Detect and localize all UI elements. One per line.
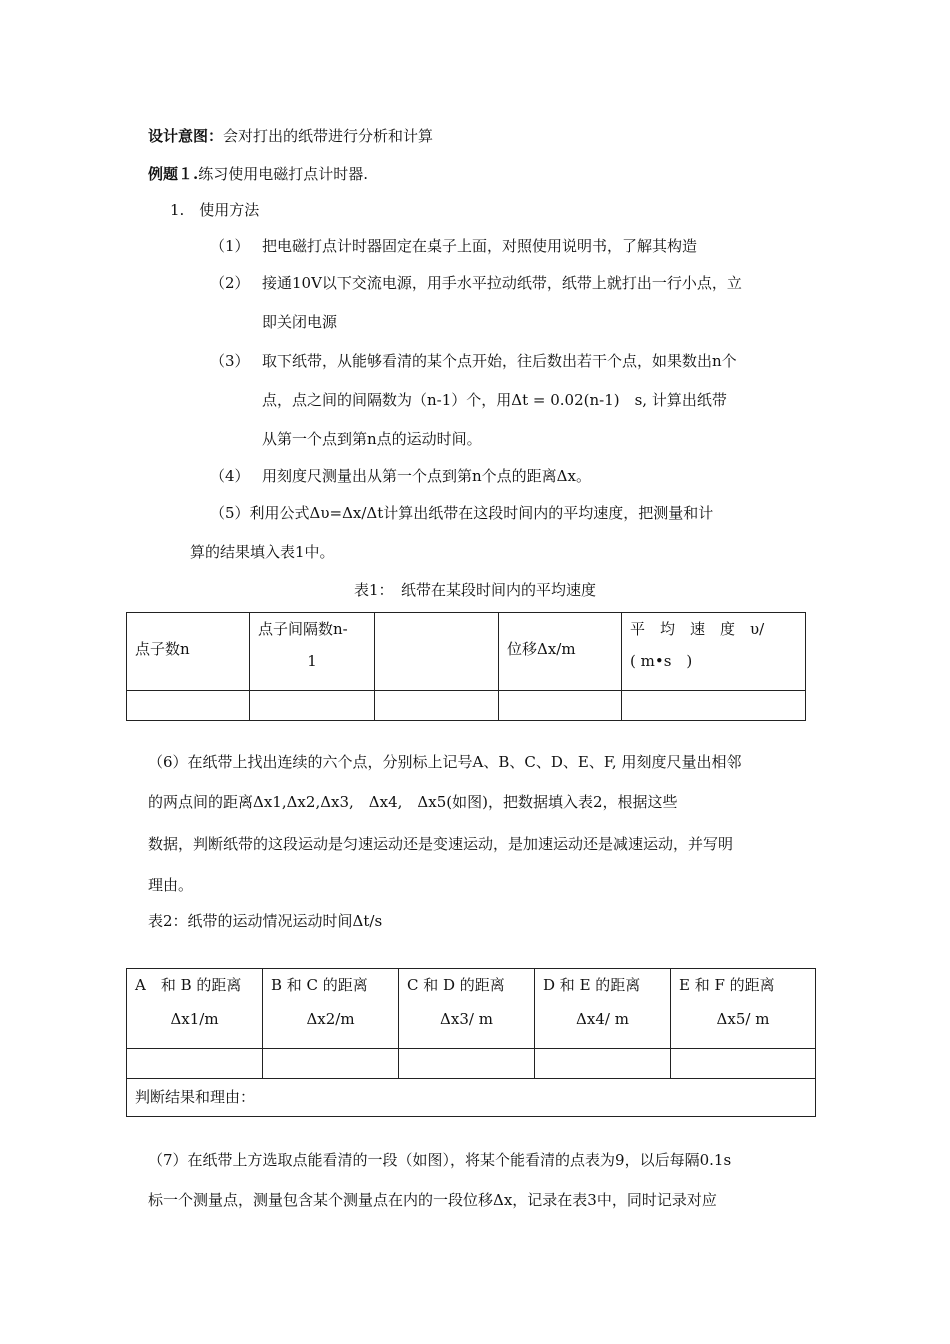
step-5-line-2: 算的结果填入表1中。: [190, 543, 335, 561]
para-6-line-2: 的两点间的距离Δx1,Δx2,Δx3, Δx4, Δx5(如图)，把数据填入表2，根据这些: [148, 793, 678, 811]
table-2-cell[interactable]: [399, 1049, 535, 1079]
example-text: 练习使用电磁打点计时器.: [198, 165, 369, 183]
table-1-caption: 表1： 纸带在某段时间内的平均速度: [353, 581, 597, 599]
step-3-number: （3）: [210, 352, 250, 370]
table-2-judgement-cell[interactable]: [127, 1079, 816, 1117]
table-2-cell[interactable]: [127, 1049, 263, 1079]
step-5-line-1: （5）利用公式Δυ=Δx/Δt计算出纸带在这段时间内的平均速度，把测量和计: [210, 504, 714, 522]
table-2-header-bc: B 和 C 的距离 Δx2/m: [263, 969, 399, 1049]
table-1-header-displacement: 位移Δx/m: [499, 613, 622, 691]
table-2-caption: 表2：纸带的运动情况运动时间Δt/s: [148, 912, 383, 930]
para-7-line-2: 标一个测量点，测量包含某个测量点在内的一段位移Δx，记录在表3中，同时记录对应: [148, 1191, 717, 1209]
table-1-cell[interactable]: [127, 691, 250, 721]
table-2-header-row: [127, 969, 816, 1049]
design-intent: [148, 126, 433, 146]
table-1-header-row: [127, 613, 806, 691]
table-2-header-ef: E 和 F 的距离 Δx5/ m: [671, 969, 816, 1049]
table-2-judgement-row: [127, 1079, 816, 1117]
table-1-data-row: [127, 691, 806, 721]
table-1-header-intervals: 点子间隔数n- 1: [250, 613, 375, 691]
table-1-cell[interactable]: [622, 691, 806, 721]
table-1-cell[interactable]: [250, 691, 375, 721]
step-4-number: （4）: [210, 467, 250, 485]
para-6-line-4: 理由。: [148, 876, 194, 894]
table-1-cell[interactable]: [499, 691, 622, 721]
table-1-header-blank: [375, 613, 499, 691]
example-heading: [148, 164, 368, 184]
table-2-data-row: [127, 1049, 816, 1079]
step-3-line-3: 从第一个点到第n点的运动时间。: [262, 430, 482, 448]
step-3-line-1: 取下纸带，从能够看清的某个点开始，往后数出若干个点，如果数出n个: [262, 352, 737, 370]
section-usage-method: 1. 使用方法: [170, 201, 260, 219]
step-2-line-1: 接通10V以下交流电源，用手水平拉动纸带，纸带上就打出一行小点，立: [262, 274, 742, 292]
step-1-number: （1）: [210, 237, 250, 255]
table-1-header-dots: 点子数n: [127, 613, 250, 691]
table-2-header-ab: A 和 B 的距离 Δx1/m: [127, 969, 263, 1049]
table-1-header-velocity: 平 均 速 度 υ/ ( m•s ): [622, 613, 806, 691]
step-1-text: 把电磁打点计时器固定在桌子上面，对照使用说明书，了解其构造: [262, 237, 698, 255]
table-2-cell[interactable]: [263, 1049, 399, 1079]
para-6-line-1: （6）在纸带上找出连续的六个点，分别标上记号A、B、C、D、E、F, 用刻度尺量出相邻: [148, 753, 742, 771]
design-intent-label: 设计意图：: [148, 127, 224, 145]
table-2-header-cd: C 和 D 的距离 Δx3/ m: [399, 969, 535, 1049]
table-2-cell[interactable]: [671, 1049, 816, 1079]
para-7-line-1: （7）在纸带上方选取点能看清的一段（如图），将某个能看清的点表为9，以后每隔0.1s: [148, 1151, 732, 1169]
step-4-text: 用刻度尺测量出从第一个点到第n个点的距离Δx。: [262, 467, 591, 485]
table-2-cell[interactable]: [535, 1049, 671, 1079]
table-2: [126, 968, 816, 1117]
design-intent-text: 会对打出的纸带进行分析和计算: [223, 127, 434, 145]
para-6-line-3: 数据，判断纸带的这段运动是匀速运动还是变速运动，是加速运动还是减速运动，并写明: [148, 835, 734, 853]
step-2-line-2: 即关闭电源: [262, 313, 338, 331]
example-label: 例题１.: [148, 165, 199, 183]
step-3-line-2: 点，点之间的间隔数为（n-1）个，用Δt = 0.02(n-1) s, 计算出纸带: [262, 391, 727, 409]
table-1: [126, 612, 806, 721]
step-2-number: （2）: [210, 274, 250, 292]
table-2-header-de: D 和 E 的距离 Δx4/ m: [535, 969, 671, 1049]
table-2-judgement-label: 判断结果和理由：: [135, 1088, 256, 1106]
table-1-cell[interactable]: [375, 691, 499, 721]
